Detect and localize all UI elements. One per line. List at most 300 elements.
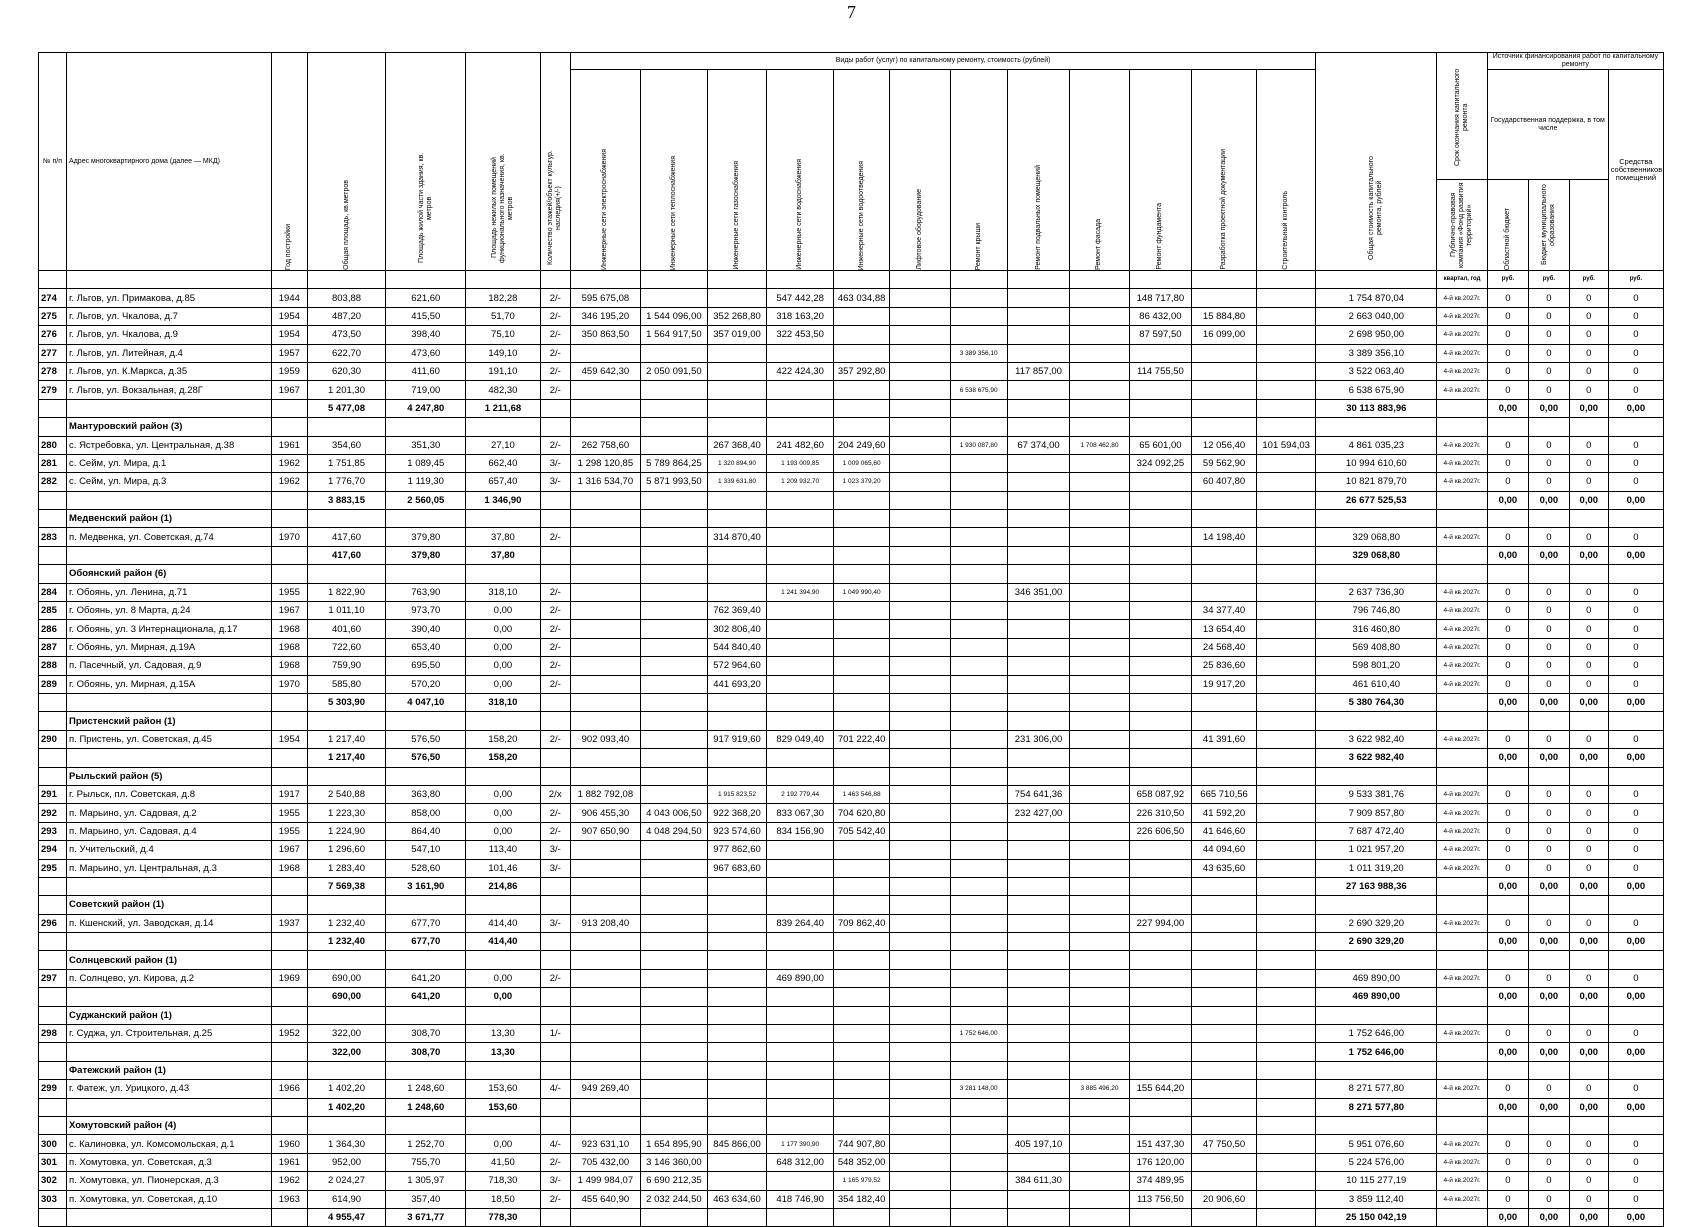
row-work-cost: 701 222,40 (834, 730, 890, 748)
row-work-cost (1070, 804, 1129, 822)
row-work-cost (707, 914, 766, 932)
row-funding: 0 (1487, 730, 1528, 748)
district-spacer (950, 565, 1007, 583)
district-spacer (1007, 565, 1070, 583)
district-spacer (1528, 418, 1569, 436)
district-spacer (767, 418, 834, 436)
row-work-cost (950, 804, 1007, 822)
row-nonliving-area: 51,70 (466, 307, 540, 325)
subtotal-work-empty (1129, 933, 1192, 951)
subtotal-work-empty (1192, 988, 1257, 1006)
row-total-area: 690,00 (307, 969, 386, 987)
district-spacer (570, 510, 640, 528)
subtotal-work-empty (1129, 988, 1192, 1006)
row-funding: 0 (1569, 1172, 1608, 1190)
row-funding: 0 (1569, 528, 1608, 546)
row-number: 302 (39, 1172, 67, 1190)
row-deadline: 4-й кв.2027г. (1437, 804, 1488, 822)
row-deadline: 4-й кв.2027г. (1437, 307, 1488, 325)
row-number: 282 (39, 473, 67, 491)
district-spacer (466, 712, 540, 730)
row-deadline: 4-й кв.2027г. (1437, 730, 1488, 748)
row-funding: 0 (1528, 473, 1569, 491)
district-spacer (1192, 1006, 1257, 1024)
district-spacer (307, 712, 386, 730)
row-year: 1962 (272, 454, 308, 472)
subtotal-num-empty (39, 693, 67, 711)
header-funding-owners: Средства собственников помещений (1608, 70, 1663, 271)
unit-rub: руб. (1608, 271, 1663, 289)
row-deadline: 4-й кв.2027г. (1437, 914, 1488, 932)
subtotal-work-empty (1256, 933, 1315, 951)
row-work-cost (1129, 528, 1192, 546)
row-total-cost: 10 115 277,19 (1316, 1172, 1437, 1190)
district-spacer (1487, 712, 1528, 730)
row-work-cost: 324 092,25 (1129, 454, 1192, 472)
row-work-cost (1256, 1135, 1315, 1153)
district-name: Медвенский район (1) (67, 510, 272, 528)
row-work-cost (890, 1025, 950, 1043)
row-work-cost (1192, 1025, 1257, 1043)
row-work-cost (767, 602, 834, 620)
row-work-cost (834, 1080, 890, 1098)
header-state-support: Государственная поддержка, в том числе (1487, 70, 1608, 180)
district-spacer (1070, 510, 1129, 528)
row-work-cost (1256, 822, 1315, 840)
subtotal-year-empty (272, 988, 308, 1006)
subtotal-work-empty (767, 1098, 834, 1116)
row-number: 288 (39, 657, 67, 675)
row-work-cost: 4 048 294,50 (640, 822, 707, 840)
row-work-cost (1007, 1190, 1070, 1208)
district-spacer (1569, 951, 1608, 969)
district-spacer (540, 1061, 570, 1079)
row-funding: 0 (1487, 528, 1528, 546)
row-total-area: 487,20 (307, 307, 386, 325)
row-floors: 1/- (540, 1025, 570, 1043)
row-funding: 0 (1528, 1025, 1569, 1043)
row-address: г. Обоянь, ул. Ленина, д.71 (67, 583, 272, 601)
row-funding: 0 (1569, 638, 1608, 656)
row-address: п. Марьино, ул. Садовая, д.4 (67, 822, 272, 840)
subtotal-nonliving-area: 37,80 (466, 546, 540, 564)
subtotal-total-cost: 469 890,00 (1316, 988, 1437, 1006)
row-floors: 2/- (540, 638, 570, 656)
row-funding: 0 (1487, 1135, 1528, 1153)
subtotal-num-empty (39, 399, 67, 417)
district-spacer (1129, 418, 1192, 436)
district-num-empty (39, 712, 67, 730)
table-row (39, 841, 1664, 859)
district-spacer (307, 951, 386, 969)
row-work-cost: 3 146 360,00 (640, 1153, 707, 1171)
row-deadline: 4-й кв.2027г. (1437, 785, 1488, 803)
row-work-cost (1192, 381, 1257, 399)
row-living-area: 363,80 (386, 785, 466, 803)
row-work-cost (950, 638, 1007, 656)
district-spacer (1256, 510, 1315, 528)
row-work-cost (1129, 583, 1192, 601)
district-name: Фатежский район (1) (67, 1061, 272, 1079)
district-spacer (1569, 1061, 1608, 1079)
district-spacer (466, 565, 540, 583)
row-work-cost: 354 182,40 (834, 1190, 890, 1208)
row-funding: 0 (1528, 1190, 1569, 1208)
table-header (39, 53, 1664, 289)
row-work-cost (1129, 657, 1192, 675)
row-funding: 0 (1487, 859, 1528, 877)
row-work-cost (767, 859, 834, 877)
row-work-cost (1070, 969, 1129, 987)
district-spacer (1316, 951, 1437, 969)
row-number: 299 (39, 1080, 67, 1098)
row-work-cost (1007, 841, 1070, 859)
row-total-cost: 8 271 577,80 (1316, 1080, 1437, 1098)
row-work-cost: 1 463 546,88 (834, 785, 890, 803)
subtotal-work-empty (890, 988, 950, 1006)
row-funding: 0 (1487, 362, 1528, 380)
row-total-cost: 2 698 950,00 (1316, 326, 1437, 344)
row-work-cost: 113 756,50 (1129, 1190, 1192, 1208)
row-address: г. Рыльск, пл. Советская, д.8 (67, 785, 272, 803)
row-work-cost (890, 381, 950, 399)
row-funding: 0 (1487, 657, 1528, 675)
subtotal-living-area: 641,20 (386, 988, 466, 1006)
row-address: г. Фатеж, ул. Урицкого, д.43 (67, 1080, 272, 1098)
row-floors: 3/- (540, 914, 570, 932)
row-work-cost: 595 675,08 (570, 289, 640, 307)
row-funding: 0 (1569, 859, 1608, 877)
row-work-cost (640, 841, 707, 859)
row-funding: 0 (1487, 841, 1528, 859)
row-work-cost (1192, 914, 1257, 932)
subtotal-total-area: 4 955,47 (307, 1208, 386, 1226)
row-funding: 0 (1569, 657, 1608, 675)
row-work-cost (834, 859, 890, 877)
district-spacer (386, 896, 466, 914)
row-funding: 0 (1487, 289, 1528, 307)
row-work-cost (1070, 454, 1129, 472)
row-work-cost (1070, 1190, 1129, 1208)
row-work-cost (570, 638, 640, 656)
table-row (39, 675, 1664, 693)
district-spacer (1129, 1006, 1192, 1024)
row-nonliving-area: 158,20 (466, 730, 540, 748)
subtotal-nonliving-area: 13,30 (466, 1043, 540, 1061)
row-work-cost (707, 381, 766, 399)
subtotal-work-empty (1007, 546, 1070, 564)
subtotal-funding: 0,00 (1528, 933, 1569, 951)
subtotal-total-cost: 25 150 042,19 (1316, 1208, 1437, 1226)
row-work-cost (1129, 344, 1192, 362)
subtotal-work-empty (890, 1098, 950, 1116)
subtotal-funding: 0,00 (1608, 693, 1663, 711)
row-funding: 0 (1569, 804, 1608, 822)
row-address: г. Суджа, ул. Строительная, д.25 (67, 1025, 272, 1043)
row-work-cost: 59 562,90 (1192, 454, 1257, 472)
subtotal-work-empty (890, 399, 950, 417)
subtotal-work-empty (890, 749, 950, 767)
subtotal-work-empty (640, 988, 707, 1006)
row-funding: 0 (1608, 381, 1663, 399)
district-spacer (1608, 418, 1663, 436)
row-work-cost: 19 917,20 (1192, 675, 1257, 693)
district-spacer (950, 712, 1007, 730)
row-funding: 0 (1608, 602, 1663, 620)
row-address: с. Сейм, ул. Мира, д.1 (67, 454, 272, 472)
row-work-cost (1256, 1190, 1315, 1208)
district-num-empty (39, 951, 67, 969)
subtotal-work-empty (890, 1043, 950, 1061)
subtotal-year-empty (272, 749, 308, 767)
row-work-cost (890, 528, 950, 546)
subtotal-deadline-empty (1437, 933, 1488, 951)
subtotal-row (39, 877, 1664, 895)
row-work-cost (1256, 620, 1315, 638)
row-work-cost (890, 859, 950, 877)
row-work-cost: 705 542,40 (834, 822, 890, 840)
row-work-cost: 346 351,00 (1007, 583, 1070, 601)
row-work-cost (767, 1080, 834, 1098)
row-funding: 0 (1528, 620, 1569, 638)
subtotal-funding: 0,00 (1569, 693, 1608, 711)
district-spacer (1528, 896, 1569, 914)
district-spacer (272, 510, 308, 528)
row-work-cost: 5 789 864,25 (640, 454, 707, 472)
district-spacer (640, 951, 707, 969)
subtotal-work-empty (834, 1043, 890, 1061)
row-funding: 0 (1528, 657, 1569, 675)
subtotal-nonliving-area: 1 211,68 (466, 399, 540, 417)
subtotal-nonliving-area: 158,20 (466, 749, 540, 767)
district-spacer (1192, 510, 1257, 528)
subtotal-funding: 0,00 (1487, 1043, 1528, 1061)
row-work-cost: 405 197,10 (1007, 1135, 1070, 1153)
row-work-cost (890, 307, 950, 325)
district-spacer (272, 896, 308, 914)
row-work-cost (1256, 1025, 1315, 1043)
district-spacer (707, 712, 766, 730)
row-funding: 0 (1487, 1190, 1528, 1208)
row-year: 1967 (272, 841, 308, 859)
row-work-cost (1256, 344, 1315, 362)
subtotal-work-empty (950, 749, 1007, 767)
row-work-cost (1192, 362, 1257, 380)
row-total-cost: 2 663 040,00 (1316, 307, 1437, 325)
row-work-cost (834, 969, 890, 987)
district-spacer (834, 1006, 890, 1024)
row-work-cost (834, 841, 890, 859)
row-total-cost: 569 408,80 (1316, 638, 1437, 656)
row-work-cost (570, 381, 640, 399)
header-work-foundation: Ремонт фундамента (1129, 70, 1192, 271)
header-work-basement: Ремонт подвальных помещений (1007, 70, 1070, 271)
row-work-cost (1070, 785, 1129, 803)
subtotal-year-empty (272, 933, 308, 951)
row-work-cost (890, 436, 950, 454)
row-work-cost: 572 964,60 (707, 657, 766, 675)
row-funding: 0 (1528, 1135, 1569, 1153)
subtotal-funding: 0,00 (1608, 1208, 1663, 1226)
row-funding: 0 (1608, 841, 1663, 859)
row-work-cost (1256, 841, 1315, 859)
subtotal-year-empty (272, 693, 308, 711)
row-number: 289 (39, 675, 67, 693)
row-funding: 0 (1569, 841, 1608, 859)
row-work-cost: 1 049 990,40 (834, 583, 890, 601)
subtotal-work-empty (1129, 1043, 1192, 1061)
row-work-cost (1007, 454, 1070, 472)
row-year: 1957 (272, 344, 308, 362)
row-work-cost (707, 1080, 766, 1098)
row-work-cost (767, 638, 834, 656)
row-nonliving-area: 113,40 (466, 841, 540, 859)
district-spacer (272, 712, 308, 730)
row-work-cost (950, 675, 1007, 693)
subtotal-deadline-empty (1437, 491, 1488, 509)
subtotal-label-empty (67, 877, 272, 895)
row-work-cost (890, 326, 950, 344)
row-work-cost (950, 730, 1007, 748)
row-work-cost (1129, 620, 1192, 638)
district-spacer (1316, 565, 1437, 583)
subtotal-funding: 0,00 (1608, 491, 1663, 509)
row-deadline: 4-й кв.2027г. (1437, 969, 1488, 987)
row-work-cost (1007, 307, 1070, 325)
subtotal-row (39, 1208, 1664, 1226)
row-funding: 0 (1528, 822, 1569, 840)
row-work-cost: 117 857,00 (1007, 362, 1070, 380)
row-work-cost (834, 620, 890, 638)
row-total-cost: 3 622 982,40 (1316, 730, 1437, 748)
row-work-cost (1192, 1080, 1257, 1098)
row-address: г. Обоянь, ул. 8 Марта, д.24 (67, 602, 272, 620)
row-work-cost (834, 344, 890, 362)
row-number: 301 (39, 1153, 67, 1171)
row-funding: 0 (1569, 914, 1608, 932)
district-spacer (950, 418, 1007, 436)
row-funding: 0 (1528, 804, 1569, 822)
subtotal-funding: 0,00 (1487, 1208, 1528, 1226)
row-work-cost: 5 871 993,50 (640, 473, 707, 491)
district-spacer (767, 510, 834, 528)
district-spacer (1256, 767, 1315, 785)
subtotal-work-empty (640, 546, 707, 564)
row-work-cost (1192, 344, 1257, 362)
row-work-cost: 418 746,90 (767, 1190, 834, 1208)
row-total-cost: 3 522 063,40 (1316, 362, 1437, 380)
row-work-cost: 906 455,30 (570, 804, 640, 822)
row-number: 303 (39, 1190, 67, 1208)
row-work-cost: 47 750,50 (1192, 1135, 1257, 1153)
table-row (39, 1135, 1664, 1153)
row-work-cost: 902 093,40 (570, 730, 640, 748)
district-spacer (1316, 1061, 1437, 1079)
row-funding: 0 (1528, 969, 1569, 987)
row-living-area: 357,40 (386, 1190, 466, 1208)
district-num-empty (39, 418, 67, 436)
subtotal-total-area: 322,00 (307, 1043, 386, 1061)
subtotal-num-empty (39, 1208, 67, 1226)
row-work-cost (1070, 344, 1129, 362)
row-address: г. Льгов, ул. Чкалова, д.7 (67, 307, 272, 325)
district-spacer (1528, 712, 1569, 730)
subtotal-work-empty (950, 1208, 1007, 1226)
subtotal-work-empty (640, 749, 707, 767)
header-num: № п/п (39, 53, 67, 271)
row-work-cost: 709 862,40 (834, 914, 890, 932)
row-funding: 0 (1608, 1135, 1663, 1153)
row-work-cost (1070, 602, 1129, 620)
unit-rub: руб. (1528, 271, 1569, 289)
district-spacer (1437, 767, 1488, 785)
row-address: с. Ястребовка, ул. Центральная, д.38 (67, 436, 272, 454)
table-row (39, 1172, 1664, 1190)
table-row (39, 1190, 1664, 1208)
district-spacer (570, 565, 640, 583)
subtotal-work-empty (950, 1043, 1007, 1061)
district-row (39, 1061, 1664, 1079)
row-address: с. Сейм, ул. Мира, д.3 (67, 473, 272, 491)
row-work-cost (1256, 326, 1315, 344)
row-work-cost (640, 436, 707, 454)
row-work-cost (1256, 1153, 1315, 1171)
row-number: 283 (39, 528, 67, 546)
district-spacer (890, 767, 950, 785)
row-funding: 0 (1569, 1153, 1608, 1171)
subtotal-label-empty (67, 399, 272, 417)
subtotal-work-empty (570, 1208, 640, 1226)
row-funding: 0 (1487, 638, 1528, 656)
subtotal-funding: 0,00 (1487, 988, 1528, 1006)
row-work-cost (950, 326, 1007, 344)
row-work-cost (767, 1025, 834, 1043)
district-spacer (1487, 767, 1528, 785)
row-address: п. Пристень, ул. Советская, д.45 (67, 730, 272, 748)
district-spacer (307, 1116, 386, 1134)
row-total-cost: 1 752 646,00 (1316, 1025, 1437, 1043)
row-work-cost (640, 602, 707, 620)
row-work-cost (950, 822, 1007, 840)
district-spacer (1192, 1116, 1257, 1134)
district-spacer (890, 712, 950, 730)
row-address: г. Обоянь, ул. 3 Интернационала, д.17 (67, 620, 272, 638)
row-work-cost: 231 306,00 (1007, 730, 1070, 748)
district-spacer (386, 418, 466, 436)
row-deadline: 4-й кв.2027г. (1437, 289, 1488, 307)
district-spacer (950, 1061, 1007, 1079)
district-spacer (1528, 767, 1569, 785)
subtotal-funding: 0,00 (1569, 491, 1608, 509)
row-funding: 0 (1608, 583, 1663, 601)
subtotal-year-empty (272, 491, 308, 509)
row-work-cost: 87 597,50 (1129, 326, 1192, 344)
district-spacer (1487, 1006, 1528, 1024)
district-spacer (1316, 1006, 1437, 1024)
district-spacer (386, 951, 466, 969)
subtotal-work-empty (1007, 491, 1070, 509)
row-total-cost: 461 610,40 (1316, 675, 1437, 693)
row-year: 1955 (272, 822, 308, 840)
row-work-cost (1007, 602, 1070, 620)
row-living-area: 308,70 (386, 1025, 466, 1043)
district-spacer (1569, 565, 1608, 583)
district-spacer (834, 565, 890, 583)
header-work-water: Инженерные сети водоснабжения (767, 70, 834, 271)
table-row (39, 914, 1664, 932)
row-floors: 2/- (540, 657, 570, 675)
row-work-cost (1007, 289, 1070, 307)
